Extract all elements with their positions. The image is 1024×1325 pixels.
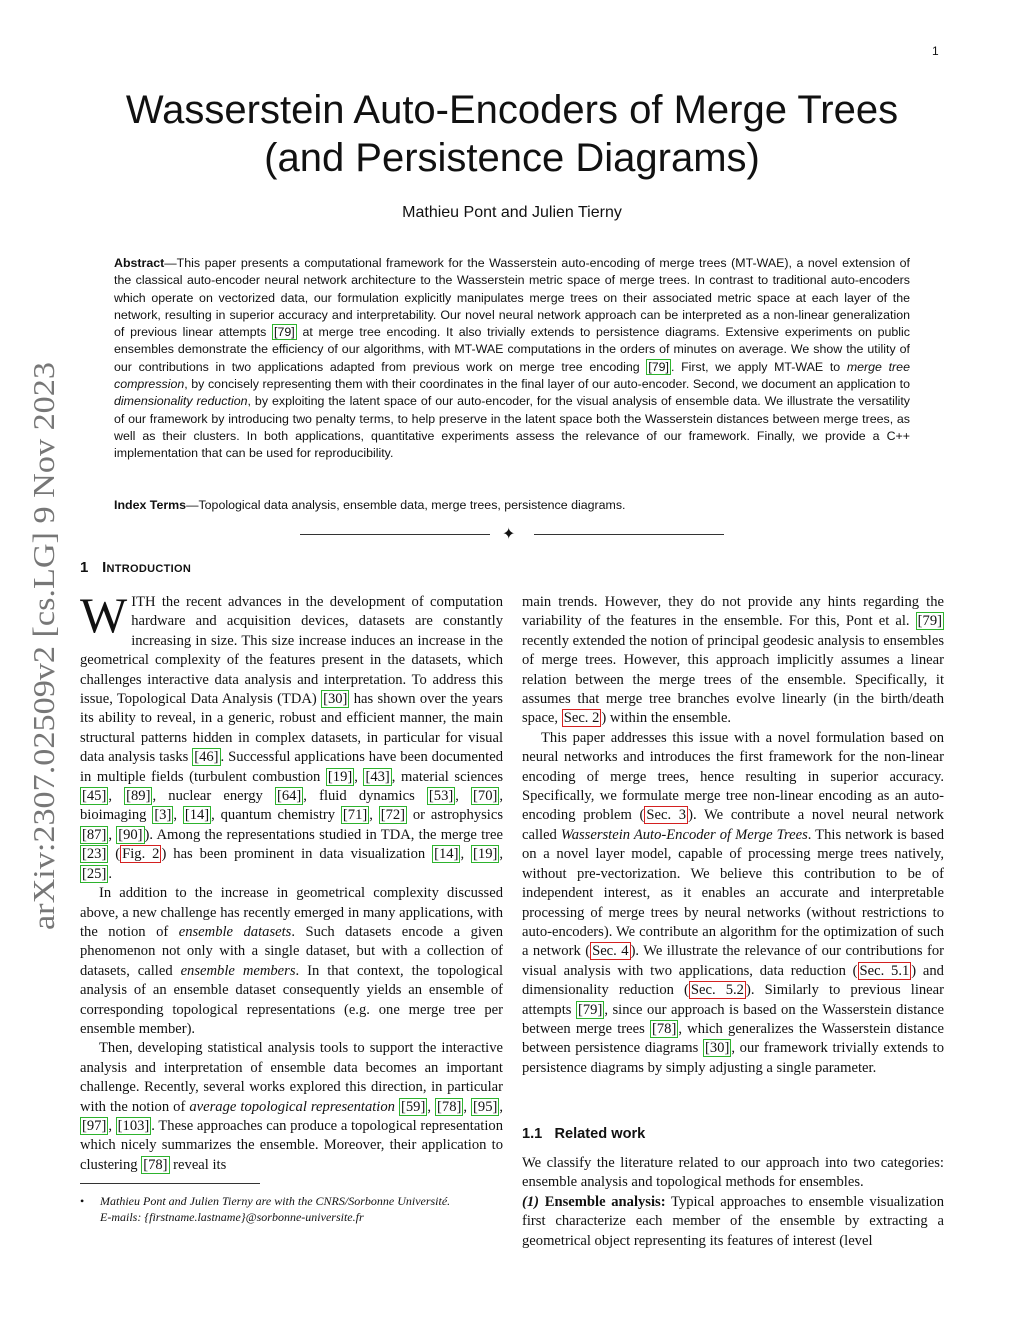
citation-link[interactable]: [3] <box>154 807 172 824</box>
abstract-emphasis: dimensionality reduction <box>114 394 248 409</box>
citation-link[interactable]: [19] <box>327 768 353 785</box>
title-line-1: Wasserstein Auto-Encoders of Merge Trees <box>125 88 899 132</box>
citation-link[interactable]: [23] <box>82 846 107 863</box>
citation-link[interactable]: [14] <box>434 846 459 863</box>
section-link[interactable]: Sec. 4 <box>592 943 629 960</box>
section-link[interactable]: Sec. 2 <box>563 710 600 727</box>
citation-link[interactable]: [90] <box>118 826 143 843</box>
citation-link[interactable]: [89] <box>126 788 151 805</box>
abstract-label: Abstract <box>114 256 165 270</box>
paragraph: WITH the recent advances in the development of computation hardware and acquisition devices, datasets are constantly increasing in size. This size increase induces an increase in the geometrical complexity of the features present in the datasets, which challenges interactive data analysis and interpretation. To address this issue, Topological Data Analysis (TDA) [30] has shown over the years its ability to reveal, in a generic, robust and efficient manner, the main structural patterns hidden in complex datasets, in particular for visual data analysis tasks [46] . Successful applications have been documented in multiple fields (turbulent combustion [19] , [43] , material sciences [45] , [89] , nuclear energy [64] , fluid dynamics [53] , [70] , bioimaging [3] , [14] , quantum chemistry [71] , [72] or astrophysics [87] , [90] ). Among the representations studied in TDA, the merge tree [23] ( Fig. 2 ) has been prominent in data visualization [14] , [19] , [25] . <box>80 587 504 882</box>
citation-link[interactable]: [87] <box>82 826 107 843</box>
abstract-text: , by concisely representing them with their coordinates in the final layer of our auto-encoder. Second, we document an application to <box>184 377 910 392</box>
citation-link[interactable]: [64] <box>276 788 302 805</box>
footnote-rule <box>80 1183 260 1184</box>
page-number: 1 <box>932 44 939 58</box>
citation-link[interactable]: [14] <box>184 807 210 824</box>
citation-link[interactable]: [59] <box>401 1098 426 1115</box>
subsection-number: 1.1 <box>522 1126 543 1142</box>
arxiv-stamp-text: arXiv:2307.02509v2 [cs.LG] 9 Nov 2023 <box>26 415 61 930</box>
citation-link[interactable]: [43] <box>365 768 390 785</box>
footnote <box>80 1193 503 1225</box>
divider-line-left <box>300 534 490 535</box>
divider-line-right <box>534 534 724 535</box>
citation-link[interactable]: [46] <box>194 749 219 766</box>
paper-title <box>80 86 944 182</box>
citation-link[interactable]: [53] <box>428 788 454 805</box>
paragraph: This paper addresses this issue with a novel formulation based on neural networks and introduces the first framework for the non-linear encoding of merge trees, hence resulting in superior accuracy. Specifically, we formulate merge tree non-linear encoding as an auto-encoding problem ( Sec. 3 ). We contribute a novel neural network called Wasserstein Auto-Encoder of Merge Trees. This network is based on a novel layer model, capable of processing merge trees natively, without pre-vectorization. We believe this contribution to be of independent interest, as it enables an accurate and interpretable processing of merge trees by neural networks (without restrictions to auto-encoders). We contribute an algorithm for the optimization of such a network ( Sec. 4 ). We illustrate the relevance of our contributions for visual analysis with two applications, data reduction ( Sec. 5.1 ) and dimensionality reduction ( Sec. 5.2 ). Similarly to previous linear attempts [79] , since our approach is based on the Wasserstein distance between merge trees [78] , which generalizes the Wasserstein distance between persistence diagrams [30] , our framework trivially extends to persistence diagrams by simply adjusting a single parameter. <box>522 729 945 1076</box>
index-terms-label: Index Terms <box>114 498 187 512</box>
citation-link[interactable]: [30] <box>323 691 348 708</box>
section-divider <box>300 524 724 544</box>
citation-link[interactable]: [79] <box>274 325 295 340</box>
paragraph: In addition to the increase in geometrical complexity discussed above, a new challenge has recently emerged in many applications, with the notion of ensemble datasets. Such datasets encode a given phenomenon not only with a single dataset, but with a collection of datasets, called ensemble members. In that context, the topological analysis of an ensemble dataset consequently yields an ensemble of corresponding topological representations (e.g. one merge tree per ensemble member). <box>80 885 504 1037</box>
citation-link[interactable]: [45] <box>82 788 107 805</box>
citation-link[interactable]: [103] <box>117 1117 150 1134</box>
subsection-heading <box>522 1126 645 1142</box>
section-number: 1 <box>80 559 89 576</box>
left-column <box>80 587 504 1175</box>
citation-link[interactable]: [95] <box>473 1098 498 1115</box>
section-heading <box>80 559 191 576</box>
divider-diamond-icon: ✦ <box>502 526 516 543</box>
abstract-emphasis: merge tree compression <box>114 359 910 392</box>
section-link[interactable]: Sec. 5.2 <box>690 982 744 999</box>
paragraph: Then, developing statistical analysis tools to support the interactive analysis and interpretation of ensemble data becomes an important challenge. Recently, several works explored this direction, in particular with the notion of average topological representation [59] , [78] , [95] , [97] , [103] . These approaches can produce a topological representation which nicely summarizes the ensemble. Moreover, their application to clustering [78] reveal its <box>80 1040 504 1173</box>
section-link[interactable]: Sec. 3 <box>646 807 687 824</box>
abstract-text: —This paper presents a computational framework for the Wasserstein auto-encoding of merge trees (MT-WAE), a novel extension of the classical auto-encoder neural network architecture to the Wasserstein metric space of merge trees. In contrast to traditional auto-encoders which operate on vectorized data, our formulation explicitly manipulates merge trees on their associated metric space at each layer of the network, resulting in superior accuracy and interpretability. Our novel neural network approach can be interpreted as a non-linear generalization of previous linear attempts <box>114 256 910 340</box>
authors: Mathieu Pont and Julien Tierny <box>402 204 622 221</box>
citation-link[interactable]: [79] <box>577 1001 603 1018</box>
paragraph: We classify the literature related to our approach into two categories: ensemble analysis and topological methods for ensembles. <box>522 1155 944 1191</box>
footnote-line: Mathieu Pont and Julien Tierny are with the CNRS/Sorbonne Université. <box>100 1194 451 1208</box>
section-title: Introduction <box>102 559 192 576</box>
citation-link[interactable]: [78] <box>143 1156 168 1173</box>
abstract-text: , by exploiting the latent space of our auto-encoder, for the visual analysis of ensemble data. We illustrate the versatility of our framework by introducing two penalty terms, to help preserve in the latent space both the Wasserstein distances between merge trees, as well as their clusters. In both applications, quantitative experiments assess the relevance of our framework. Finally, we provide a C++ implementation that can be used for reproducibility. <box>114 394 910 461</box>
paragraph: main trends. However, they do not provide any hints regarding the variability of the features in the ensemble. For this, Pont et al. [79] recently extended the notion of principal geodesic analysis to ensembles of merge trees. However, this approach implicitly assumes a linear relation between the merge trees of the ensemble. Specifically, it assumes that merge tree branches evolve linearly (in the birth/death space, Sec. 2 ) within the ensemble. <box>522 594 944 727</box>
citation-link[interactable]: [19] <box>473 846 498 863</box>
citation-link[interactable]: [71] <box>342 807 368 824</box>
abstract-text: at merge tree encoding. It also trivially extends to persistence diagrams. Extensive experiments on public ensembles demonstrate the efficiency of our algorithms, with MT-WAE computations in the orders of minutes on average. We show the utility of our contributions in two applications adapted from previous work on merge tree encoding <box>114 325 910 374</box>
right-column <box>522 593 944 1078</box>
section-link[interactable]: Sec. 5.1 <box>859 962 910 979</box>
citation-link[interactable]: [30] <box>705 1040 730 1057</box>
index-terms <box>114 498 910 512</box>
citation-link[interactable]: [97] <box>82 1117 107 1134</box>
citation-link[interactable]: [79] <box>648 359 669 374</box>
index-terms-text: —Topological data analysis, ensemble data, merge trees, persistence diagrams. <box>186 498 626 512</box>
dropcap: W <box>80 587 128 643</box>
figure-link[interactable]: Fig. 2 <box>122 846 160 863</box>
title-line-2: (and Persistence Diagrams) <box>264 136 760 180</box>
citation-link[interactable]: [25] <box>82 865 107 882</box>
citation-link[interactable]: [70] <box>473 788 498 805</box>
citation-link[interactable]: [78] <box>437 1098 462 1115</box>
paragraph: (1) Ensemble analysis: Typical approaches to ensemble visualization first characterize each member of the ensemble by extracting a geometrical object representing its features of interest (level <box>522 1193 945 1249</box>
abstract-text: . First, we apply MT-WAE to <box>670 359 847 374</box>
citation-link[interactable]: [79] <box>917 613 942 630</box>
citation-link[interactable]: [72] <box>380 807 406 824</box>
subsection-title: Related work <box>554 1126 646 1142</box>
arxiv-stamp <box>10 360 68 930</box>
citation-link[interactable]: [78] <box>651 1020 677 1037</box>
footnote-bullet: • <box>80 1194 85 1208</box>
abstract <box>114 255 910 463</box>
footnote-line: E-mails: {firstname.lastname}@sorbonne-universite.fr <box>100 1210 364 1224</box>
related-work-text <box>522 1154 944 1251</box>
